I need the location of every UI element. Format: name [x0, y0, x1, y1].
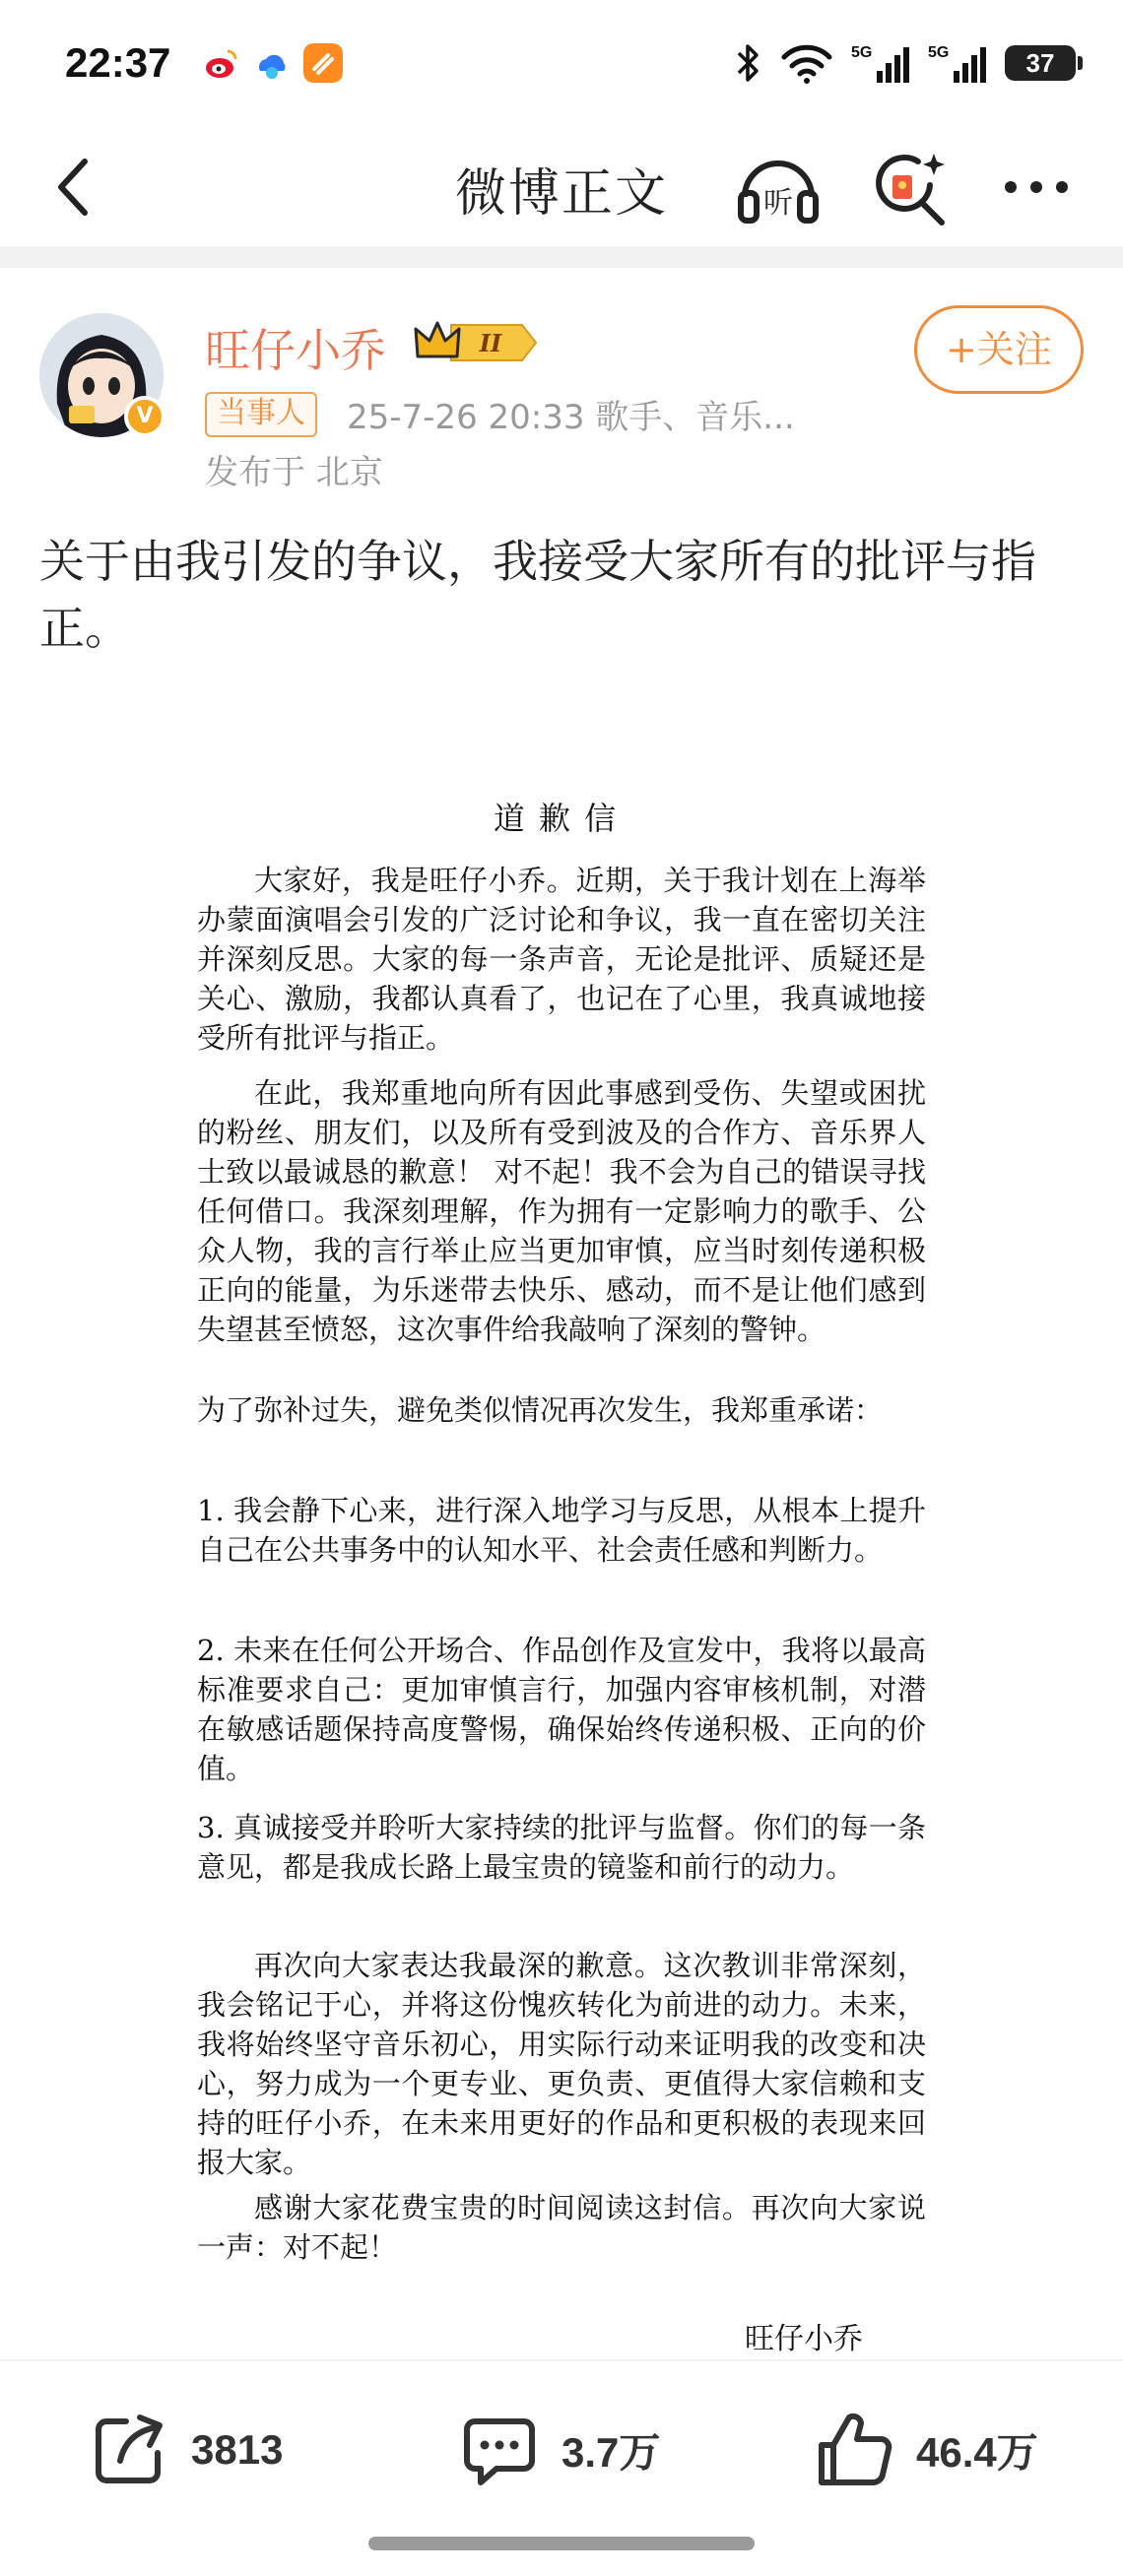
status-time: 22:37 [65, 39, 171, 86]
crown-level-badge-icon[interactable] [412, 317, 538, 368]
more-options-icon[interactable] [989, 140, 1084, 234]
letter-title: 道歉信 [493, 800, 629, 837]
comment-button[interactable] [457, 2403, 660, 2497]
signal-5g-icon-1 [851, 41, 910, 85]
svg-text:5G: 5G [928, 44, 950, 61]
orange-app-icon [303, 43, 343, 83]
involved-party-tag: 当事人 [205, 392, 317, 437]
letter-paragraph-2: 在此，我郑重地向所有因此事感到受伤、失望或困扰的粉丝、朋友们，以及所有受到波及的合作方、音乐界人士致以最诚恳的歉意！ 对不起！我不会为自己的错误寻找任何借口。我深刻理解，作为拥有一定影响力的歌手、公众人物，我的言行举止应当更加审慎，应当时刻传递积极正向的能量，为乐迷带去快乐、感动，而不是让他们感到失望甚至愤怒，这次事件给我敲响了深刻的警钟。 [197, 1076, 926, 1346]
letter-paragraph-7: 再次向大家表达我最深的歉意。这次教训非常深刻，我会铭记于心，并将这份愧疚转化为前进的动力。未来，我将始终坚守音乐初心，用实际行动来证明我的改变和决心，努力成为一个更专业、更负责、更值得大家信赖和支持的旺仔小乔，在未来用更好的作品和更积极的表现来回报大家。 [197, 1949, 926, 2179]
share-icon [87, 2408, 171, 2492]
letter-paragraph-5: 2. 未来在任何公开场合、作品创作及宣发中，我将以最高标准要求自己：更加审慎言行，加强内容审核机制，对潜在敏感话题保持高度警惕，确保始终传递积极、正向的价值。 [197, 1634, 926, 1785]
author-name[interactable]: 旺仔小乔 [205, 324, 386, 377]
nav-bar [0, 128, 1123, 246]
comment-count: 3.7万 [562, 2429, 661, 2476]
svg-text:5G: 5G [851, 44, 873, 61]
like-count: 46.4万 [916, 2429, 1038, 2476]
svg-text:听: 听 [763, 186, 793, 221]
comment-icon [457, 2408, 542, 2492]
verified-badge-icon: V [124, 396, 165, 437]
letter-paragraph-3: 为了弥补过失，避免类似情况再次发生，我郑重承诺： [197, 1393, 884, 1427]
cloud-app-icon [252, 43, 292, 83]
weibo-app-icon [201, 43, 240, 83]
battery-icon: 37 [1005, 45, 1076, 81]
page-title: 微博正文 [454, 164, 668, 224]
wifi-icon [780, 41, 833, 85]
share-count: 3813 [191, 2426, 284, 2473]
post-location: 发布于 北京 [205, 453, 383, 492]
letter-signature: 旺仔小乔 [745, 2322, 863, 2356]
letter-paragraph-1: 大家好，我是旺仔小乔。近期，关于我计划在上海举办蒙面演唱会引发的广泛讨论和争议，我一直在密切关注并深刻反思。大家的每一条声音，无论是批评、质疑还是关心、激励，我都认真看了，也记在了心里，我真诚地接受所有批评与指正。 [197, 864, 926, 1055]
bluetooth-icon [733, 41, 762, 85]
letter-paragraph-6: 3. 真诚接受并聆听大家持续的批评与监督。你们的每一条意见，都是我成长路上最宝贵的镜鉴和前行的动力。 [197, 1811, 926, 1884]
letter-paragraph-4: 1. 我会静下心来，进行深入地学习与反思，从根本上提升自己在公共事务中的认知水平、社会责任感和判断力。 [197, 1494, 926, 1567]
action-bar-divider [0, 2359, 1123, 2361]
thumbs-up-icon [812, 2408, 896, 2492]
search-redpacket-icon[interactable] [863, 140, 958, 234]
status-bar [0, 0, 1123, 128]
post-text: 关于由我引发的争议，我接受大家所有的批评与指正。 [39, 535, 1036, 655]
nav-divider [0, 246, 1123, 268]
post-meta: 25-7-26 20:33 歌手、音乐... [347, 398, 795, 437]
listen-headphones-icon[interactable] [731, 140, 826, 234]
like-button[interactable] [812, 2403, 1038, 2497]
letter-paragraph-8: 感谢大家花费宝贵的时间阅读这封信。再次向大家说一声：对不起！ [197, 2191, 926, 2264]
status-icons [733, 39, 1076, 87]
follow-button[interactable]: +关注 [914, 305, 1084, 394]
share-button[interactable] [87, 2403, 283, 2497]
home-indicator[interactable] [368, 2537, 755, 2550]
signal-5g-icon-2 [928, 41, 987, 85]
level-badge-text: II [479, 329, 502, 357]
